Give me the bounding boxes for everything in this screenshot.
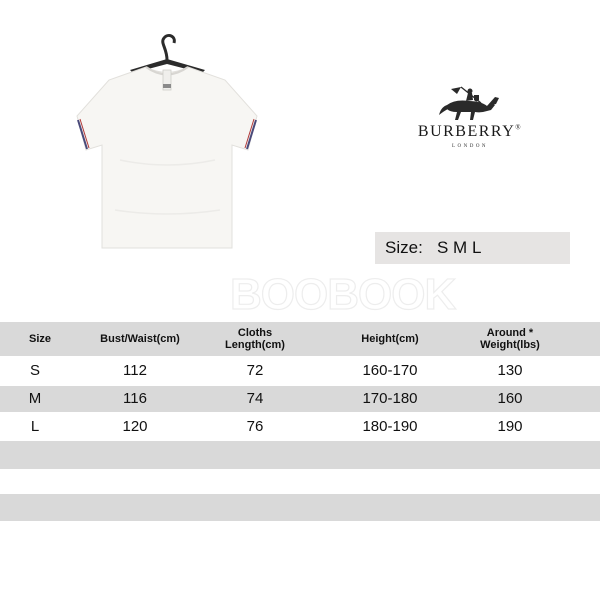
brand-logo: [395, 85, 545, 160]
brand-name: [395, 123, 545, 141]
cell-length: 74: [246, 390, 264, 407]
watermark: [230, 268, 456, 322]
cell-weight: 190: [497, 418, 523, 435]
cell-height: 160-170: [362, 362, 418, 379]
size-bar: [375, 232, 570, 264]
registered-mark: ®: [515, 123, 523, 132]
cell-bust: 116: [123, 390, 147, 407]
cell-size: S: [29, 362, 40, 379]
cell-height: 170-180: [362, 390, 418, 407]
cell-size: M: [28, 390, 42, 407]
table-row: [0, 358, 600, 384]
cell-bust: 112: [123, 362, 147, 379]
cell-bust: 120: [122, 418, 148, 435]
product-image: [60, 10, 290, 260]
header-length: Cloths Length(cm): [225, 327, 285, 351]
brand-wordmark: BURBERRY: [417, 123, 516, 140]
cell-weight: 130: [497, 362, 523, 379]
size-bar-label: Size:: [385, 238, 423, 257]
empty-table-band: [0, 441, 600, 469]
equestrian-knight-icon: [395, 85, 545, 123]
header-bust: Bust/Waist(cm): [100, 333, 180, 345]
size-bar-values: S M L: [437, 238, 482, 257]
brand-city: LONDON: [451, 144, 489, 149]
white-tshirt-on-hanger-icon: [60, 10, 290, 260]
table-row: [0, 414, 600, 440]
empty-table-band: [0, 494, 600, 521]
header-weight: Around * Weight(lbs): [480, 327, 540, 351]
watermark-text: BOOBOOK: [230, 270, 456, 319]
cell-length: 72: [246, 362, 264, 379]
cell-size: L: [30, 418, 40, 435]
cell-height: 180-190: [362, 418, 418, 435]
table-header: [0, 322, 600, 356]
cell-length: 76: [246, 418, 264, 435]
table-row: [0, 386, 600, 412]
header-size: Size: [28, 333, 51, 345]
header-height: Height(cm): [361, 333, 419, 345]
cell-weight: 160: [497, 390, 523, 407]
